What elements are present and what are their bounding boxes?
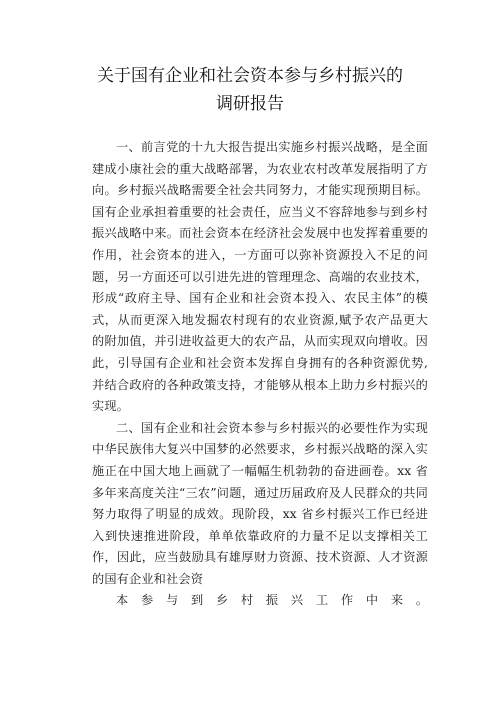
- document-body: [92, 137, 428, 612]
- document-title-line-2: 调研报告: [216, 94, 284, 114]
- paragraph-necessity: [92, 418, 428, 612]
- paragraph-necessity-last-line: 本参与到乡村振兴工作中来。: [116, 593, 428, 608]
- paragraph-necessity-text: 二、国有企业和社会资本参与乡村振兴的必要性作为实现中华民族伟大复兴中国梦的必然要求，乡村振兴战略的深入实施正在中国大地上画就了一幅幅生机勃勃的奋进画卷。xx 省多年来高度关注“三农”问题，通过历届政府及人民群众的共同努力取得了明显的成效。现阶段，xx 省乡村振兴工作已经进入到快速推进阶段，单单依靠政府的力量不足以支撑相关工作，因此，应当鼓励具有雄厚财力资源、技术资源、人才资源的国有企业和社会资: [92, 420, 428, 586]
- paragraph-introduction: 一、前言党的十九大报告提出实施乡村振兴战略，是全面建成小康社会的重大战略部署，为农业农村改革发展指明了方向。乡村振兴战略需要全社会共同努力，才能实现预期目标。国有企业承担着重要的社会责任，应当义不容辞地参与到乡村振兴战略中来。而社会资本在经济社会发展中也发挥着重要的作用，社会资本的进入，一方面可以弥补资源投入不足的问题，另一方面还可以引进先进的管理理念、高端的农业技术，形成“政府主导、国有企业和社会资本投入、农民主体”的模式，从而更深入地发掘农村现有的农业资源,赋予农产品更大的附加值，并引进收益更大的农产品，从而实现双向增收。因此，引导国有企业和社会资本发挥自身拥有的各种资源优势,并结合政府的各种政策支持，才能够从根本上助力乡村振兴的实现。: [92, 140, 428, 414]
- document-title-line-1: 关于国有企业和社会资本参与乡村振兴的: [97, 66, 403, 86]
